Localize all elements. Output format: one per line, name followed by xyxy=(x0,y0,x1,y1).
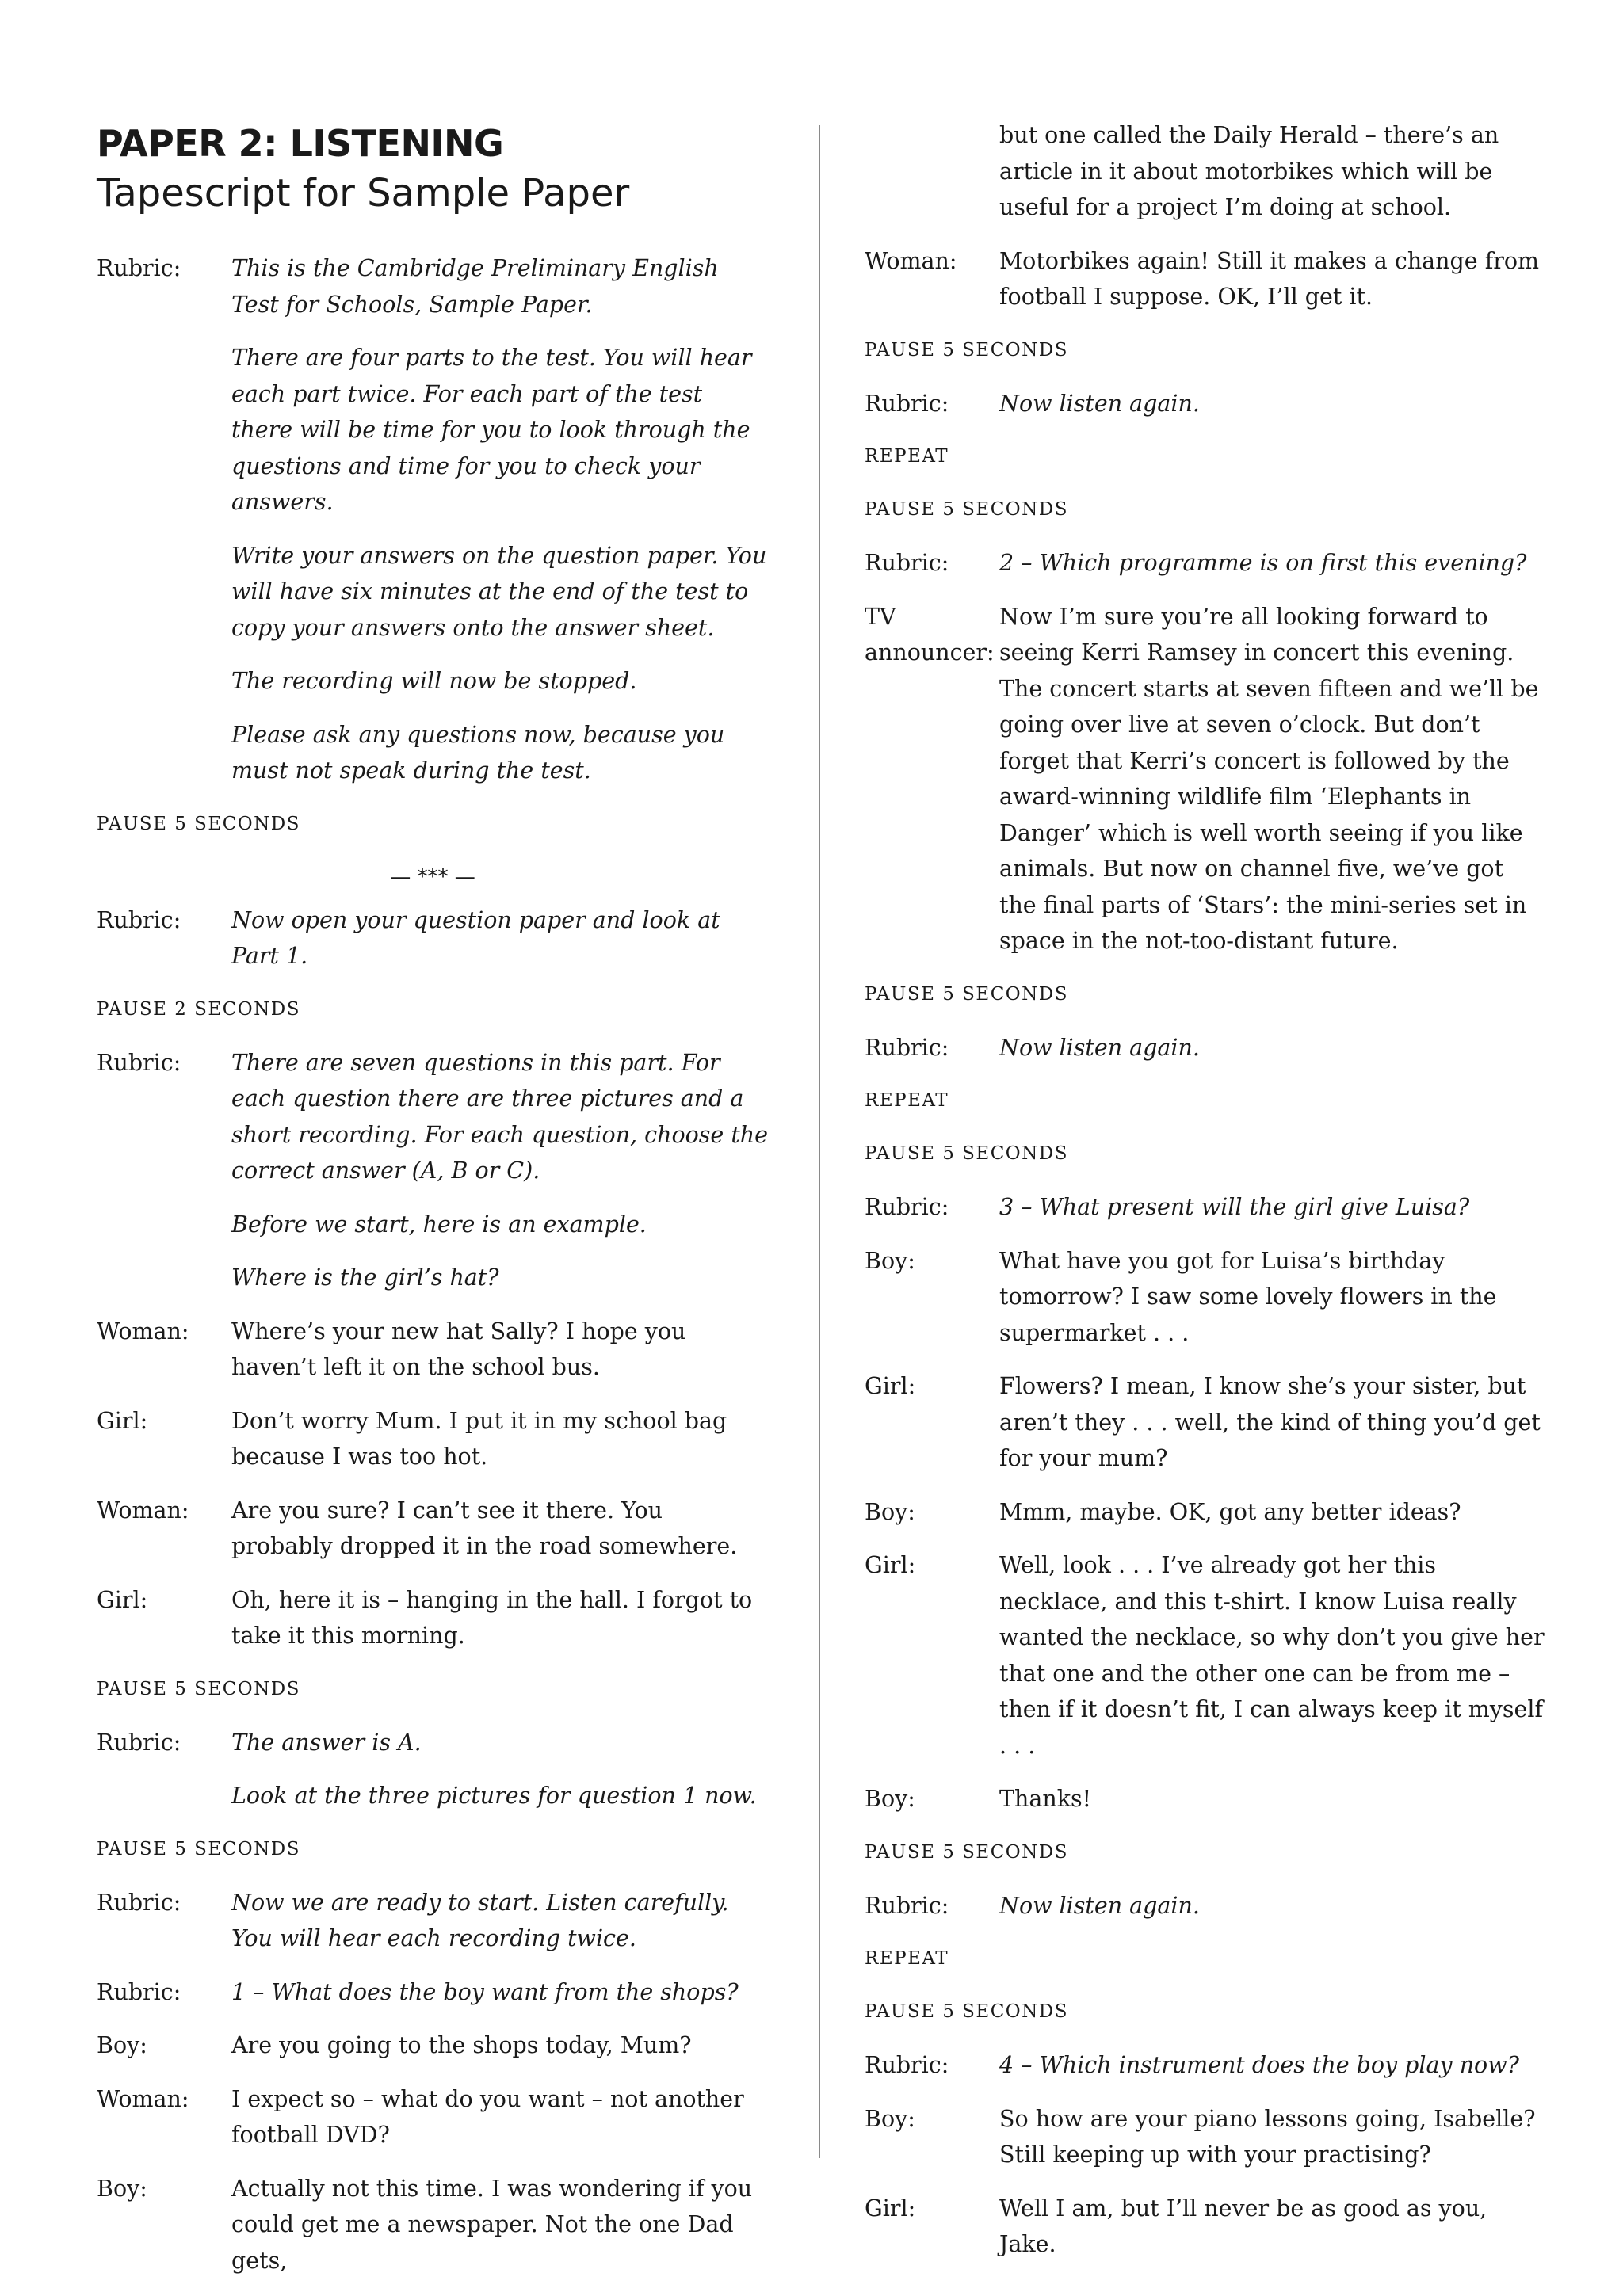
script-line xyxy=(97,902,769,974)
script-line xyxy=(865,1888,1546,1924)
line-text: Well I am, but I’ll never be as good as you, Jake. xyxy=(999,2195,1487,2257)
speaker-label: Rubric: xyxy=(865,1194,949,1220)
script-line xyxy=(865,1030,1546,1066)
speaker-label: Rubric: xyxy=(97,906,181,933)
left-column-body xyxy=(97,250,769,2279)
script-line xyxy=(865,1494,1546,1531)
speaker-label: Rubric: xyxy=(97,1729,181,1756)
speaker-label: Boy: xyxy=(865,1498,915,1525)
script-line xyxy=(97,1725,769,1761)
right-column-body xyxy=(865,117,1546,2263)
speaker-label: Girl: xyxy=(865,1552,916,1578)
script-line xyxy=(97,1582,769,1654)
line-text: This is the Cambridge Preliminary English Test for Schools, Sample Paper. xyxy=(231,255,719,318)
line-text: Now listen again. xyxy=(999,1892,1200,1919)
line-text: Now we are ready to start. Listen carefully. You will hear each recording twice. xyxy=(231,1889,729,1951)
script-line xyxy=(97,1885,769,1957)
continuation-text: Write your answers on the question paper. You will have six minutes at the end of the test to copy your answers onto the answer sheet. xyxy=(231,542,767,641)
speaker-label: Rubric: xyxy=(97,1978,181,2005)
page-subtitle: Tapescript for Sample Paper xyxy=(97,171,630,215)
script-line xyxy=(97,1493,769,1565)
line-text: 3 – What present will the girl give Luisa? xyxy=(999,1194,1470,1220)
line-text: 1 – What does the boy want from the shops? xyxy=(231,1978,739,2005)
line-text: Thanks! xyxy=(999,1786,1092,1812)
speaker-label: Boy: xyxy=(97,2175,147,2202)
script-line xyxy=(865,243,1546,315)
script-line xyxy=(865,2047,1546,2084)
speaker-label: Boy: xyxy=(865,1247,915,1274)
script-line xyxy=(97,250,769,322)
stage-direction: REPEAT xyxy=(865,1090,949,1111)
speaker-label: Rubric: xyxy=(865,550,949,576)
stage-direction: PAUSE 5 SECONDS xyxy=(865,1841,1068,1863)
line-text: Now listen again. xyxy=(999,390,1200,417)
script-line xyxy=(865,2101,1546,2173)
script-line xyxy=(97,1045,769,1189)
script-line xyxy=(97,1974,769,2011)
continuation-text: Please ask any questions now, because you must not speak during the test. xyxy=(231,721,725,784)
right-column xyxy=(865,117,1546,2280)
line-text: Flowers? I mean, I know she’s your sister, but aren’t they . . . well, the kind of thing you’d get for your mum? xyxy=(999,1373,1541,1471)
page-title: PAPER 2: LISTENING xyxy=(97,122,504,165)
speaker-label: Rubric: xyxy=(865,1892,949,1919)
line-text: Mmm, maybe. OK, got any better ideas? xyxy=(999,1498,1461,1525)
speaker-label: Girl: xyxy=(865,2195,916,2222)
speaker-label: Rubric: xyxy=(865,390,949,417)
script-line xyxy=(97,2027,769,2064)
speaker-label: Rubric: xyxy=(97,255,181,281)
script-line xyxy=(97,2081,769,2153)
script-line xyxy=(865,1243,1546,1352)
stage-direction: PAUSE 5 SECONDS xyxy=(865,2001,1068,2022)
speaker-label: Rubric: xyxy=(97,1049,181,1076)
speaker-label: Girl: xyxy=(97,1407,148,1434)
speaker-label: TV announcer: xyxy=(865,603,995,666)
line-text: 4 – Which instrument does the boy play now? xyxy=(999,2052,1519,2078)
column-divider xyxy=(819,125,820,2158)
line-text: Are you going to the shops today, Mum? xyxy=(231,2032,692,2058)
stage-direction: PAUSE 5 SECONDS xyxy=(97,1678,300,1699)
line-text: Actually not this time. I was wondering if you could get me a newspaper. Not the one Dad gets, xyxy=(231,2175,753,2274)
script-line xyxy=(865,386,1546,422)
script-line xyxy=(865,2191,1546,2263)
stage-direction: PAUSE 5 SECONDS xyxy=(865,983,1068,1005)
script-line xyxy=(97,2171,769,2279)
line-text: Now open your question paper and look at Part 1. xyxy=(231,906,720,969)
stage-direction: PAUSE 5 SECONDS xyxy=(865,1143,1068,1164)
section-separator: — *** — xyxy=(390,864,475,889)
stage-direction: REPEAT xyxy=(865,446,949,467)
speaker-label: Woman: xyxy=(97,1497,189,1524)
speaker-label: Boy: xyxy=(865,2105,915,2132)
continuation-text: but one called the Daily Herald – there’s an article in it about motorbikes which will be useful for a project I’m doing at school. xyxy=(999,122,1499,220)
line-text: Where’s your new hat Sally? I hope you haven’t left it on the school bus. xyxy=(231,1318,686,1380)
speaker-label: Rubric: xyxy=(865,1034,949,1061)
speaker-label: Rubric: xyxy=(865,2052,949,2078)
speaker-label: Woman: xyxy=(97,1318,189,1344)
script-line xyxy=(865,1781,1546,1817)
line-text: Oh, here it is – hanging in the hall. I forgot to take it this morning. xyxy=(231,1586,753,1649)
script-line xyxy=(865,545,1546,582)
speaker-label: Boy: xyxy=(865,1786,915,1812)
line-text: Now I’m sure you’re all looking forward to seeing Kerri Ramsey in concert this evening. The concert starts at seven fifteen and we’ll be going over live at seven o’clock. But don’t forget that Kerri’s concert is followed by the award-winning wildlife film ‘Elephants in Danger’ which is well worth seeing if you like animals. But now on channel five, we’ve got the final parts of ‘Stars’: the mini-series set in space in the not-too-distant future. xyxy=(999,603,1539,954)
script-line xyxy=(97,1314,769,1386)
speaker-label: Girl: xyxy=(97,1586,148,1613)
continuation-text: There are four parts to the test. You will hear each part twice. For each part of the test there will be time for you to look through the questions and time for you to check your answers. xyxy=(231,345,752,515)
continuation-text: The recording will now be stopped. xyxy=(231,668,637,694)
left-column xyxy=(97,119,769,2296)
script-line xyxy=(865,1189,1546,1226)
line-text: There are seven questions in this part. For each question there are three pictures and a short recording. For each question, choose the correct answer (A, B or C). xyxy=(231,1049,769,1184)
line-text: Well, look . . . I’ve already got her this necklace, and this t-shirt. I know Luisa really wanted the necklace, so why don’t you give her that one and the other one can be from me – then if it doesn’t fit, I can always keep it myself . . . xyxy=(999,1552,1545,1759)
line-text: So how are your piano lessons going, Isabelle? Still keeping up with your practising? xyxy=(999,2105,1536,2168)
stage-direction: PAUSE 5 SECONDS xyxy=(865,499,1068,520)
line-text: Don’t worry Mum. I put it in my school bag because I was too hot. xyxy=(231,1407,727,1470)
line-text: Now listen again. xyxy=(999,1034,1200,1061)
speaker-label: Boy: xyxy=(97,2032,147,2058)
script-line xyxy=(865,1368,1546,1477)
continuation-text: Where is the girl’s hat? xyxy=(231,1264,499,1291)
stage-direction: PAUSE 2 SECONDS xyxy=(97,998,300,1020)
line-text: 2 – Which programme is on first this evening? xyxy=(999,550,1527,576)
line-text: Are you sure? I can’t see it there. You probably dropped it in the road somewhere. xyxy=(231,1497,738,1559)
stage-direction: PAUSE 5 SECONDS xyxy=(97,813,300,834)
stage-direction: PAUSE 5 SECONDS xyxy=(97,1838,300,1859)
speaker-label: Woman: xyxy=(865,247,957,274)
speaker-label: Woman: xyxy=(97,2085,189,2112)
speaker-label: Rubric: xyxy=(97,1889,181,1916)
line-text: I expect so – what do you want – not another football DVD? xyxy=(231,2085,744,2148)
continuation-text: Look at the three pictures for question 1 now. xyxy=(231,1783,757,1809)
script-line xyxy=(865,1547,1546,1764)
line-text: The answer is A. xyxy=(231,1729,422,1756)
line-text: What have you got for Luisa’s birthday tomorrow? I saw some lovely flowers in the supermarket . . . xyxy=(999,1247,1497,1346)
script-line xyxy=(97,1403,769,1475)
script-line xyxy=(865,599,1546,959)
stage-direction: REPEAT xyxy=(865,1948,949,1969)
stage-direction: PAUSE 5 SECONDS xyxy=(865,339,1068,360)
speaker-label: Girl: xyxy=(865,1373,916,1399)
continuation-text: Before we start, here is an example. xyxy=(231,1211,647,1238)
line-text: Motorbikes again! Still it makes a change from football I suppose. OK, I’ll get it. xyxy=(999,247,1540,310)
